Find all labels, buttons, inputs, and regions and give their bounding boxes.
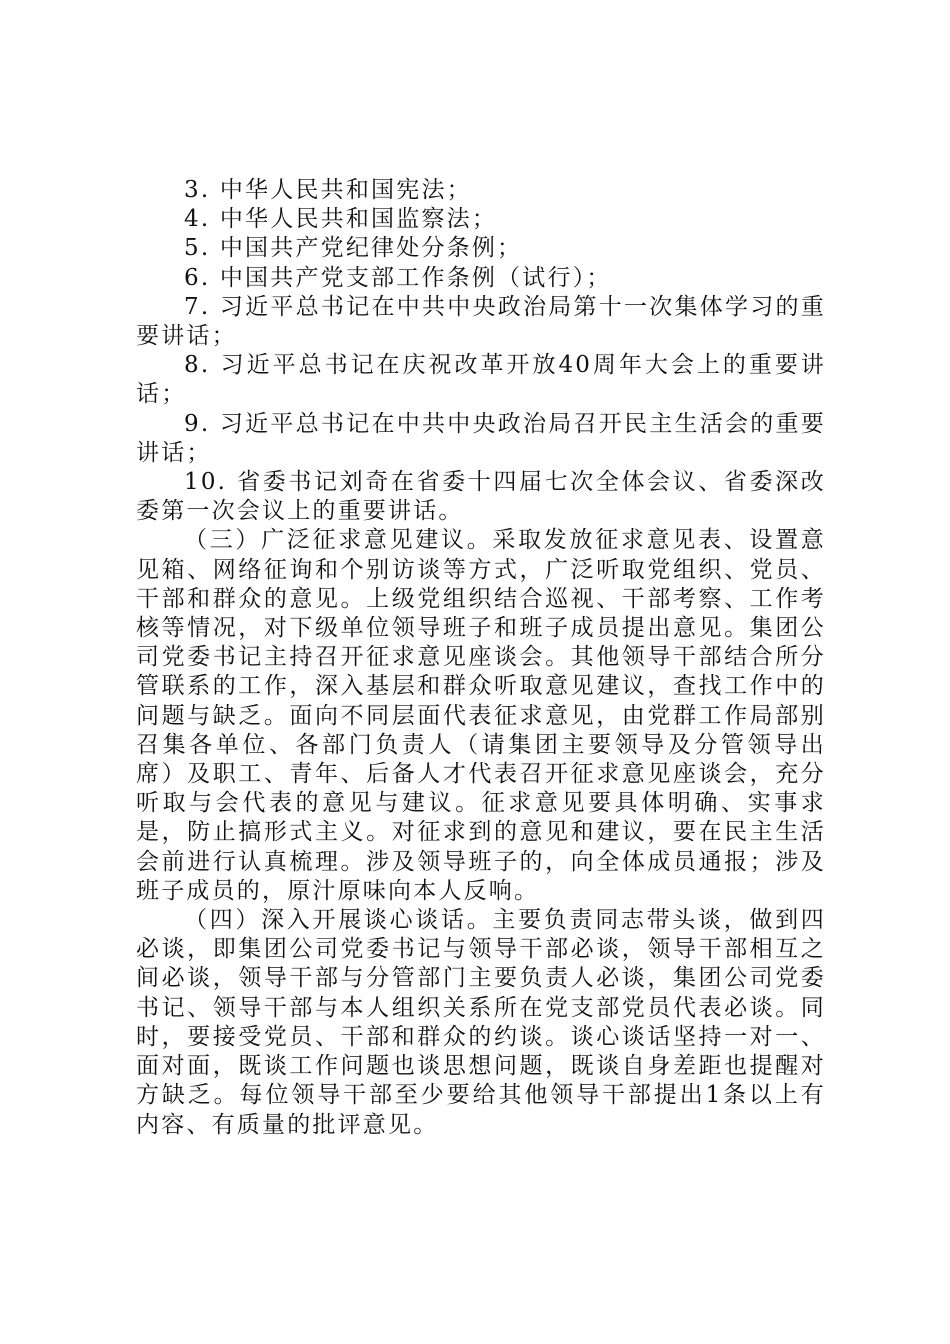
- list-item-5: 5. 中国共产党纪律处分条例；: [184, 235, 523, 262]
- section-3-paragraph: （三）广泛征求意见建议。采取发放征求意见表、设置意见箱、网络征询和个别访谈等方式，广泛听取党组织、党员、干部和群众的意见。上级党组织结合巡视、干部考察、工作考核等情况，对下级单位领导班子和班子成员提出意见。集团公司党委书记主持召开征求意见座谈会。其他领导干部结合所分管联系的工作，深入基层和群众听取意见建议，查找工作中的问题与缺乏。面向不同层面代表征求意见，由党群工作局部别召集各单位、各部门负责人（请集团主要领导及分管领导出席）及职工、青年、后备人才代表召开征求意见座谈会，充分听取与会代表的意见与建议。征求意见要具体明确、实事求是，防止搞形式主义。对征求到的意见和建议，要在民主生活会前进行认真梳理。涉及领导班子的，向全体成员通报；涉及班子成员的，原汁原味向本人反响。: [136, 527, 826, 904]
- list-item-6: 6. 中国共产党支部工作条例（试行）；: [184, 264, 612, 291]
- list-item-4: 4. 中华人民共和国监察法；: [184, 206, 498, 233]
- list-item-8: 8. 习近平总书记在庆祝改革开放40周年大会上的重要讲话；: [136, 352, 826, 408]
- list-item-9: 9. 习近平总书记在中共中央政治局召开民主生活会的重要讲话；: [136, 410, 826, 466]
- list-item-7: 7. 习近平总书记在中共中央政治局第十一次集体学习的重要讲话；: [136, 293, 826, 350]
- section-4-paragraph: （四）深入开展谈心谈话。主要负责同志带头谈，做到四必谈，即集团公司党委书记与领导干部必谈，领导干部相互之间必谈，领导干部与分管部门主要负责人必谈，集团公司党委书记、领导干部与本人组织关系所在党支部党员代表必谈。同时，要接受党员、干部和群众的约谈。谈心谈话坚持一对一、面对面，既谈工作问题也谈思想问题，既谈自身差距也提醒对方缺乏。每位领导干部至少要给其他领导干部提出1条以上有内容、有质量的批评意见。: [136, 907, 826, 1138]
- list-item-10: 10. 省委书记刘奇在省委十四届七次全体会议、省委深改委第一次会议上的重要讲话。: [136, 469, 826, 525]
- document-body: [136, 176, 826, 1140]
- list-item-3: 3. 中华人民共和国宪法；: [184, 177, 472, 203]
